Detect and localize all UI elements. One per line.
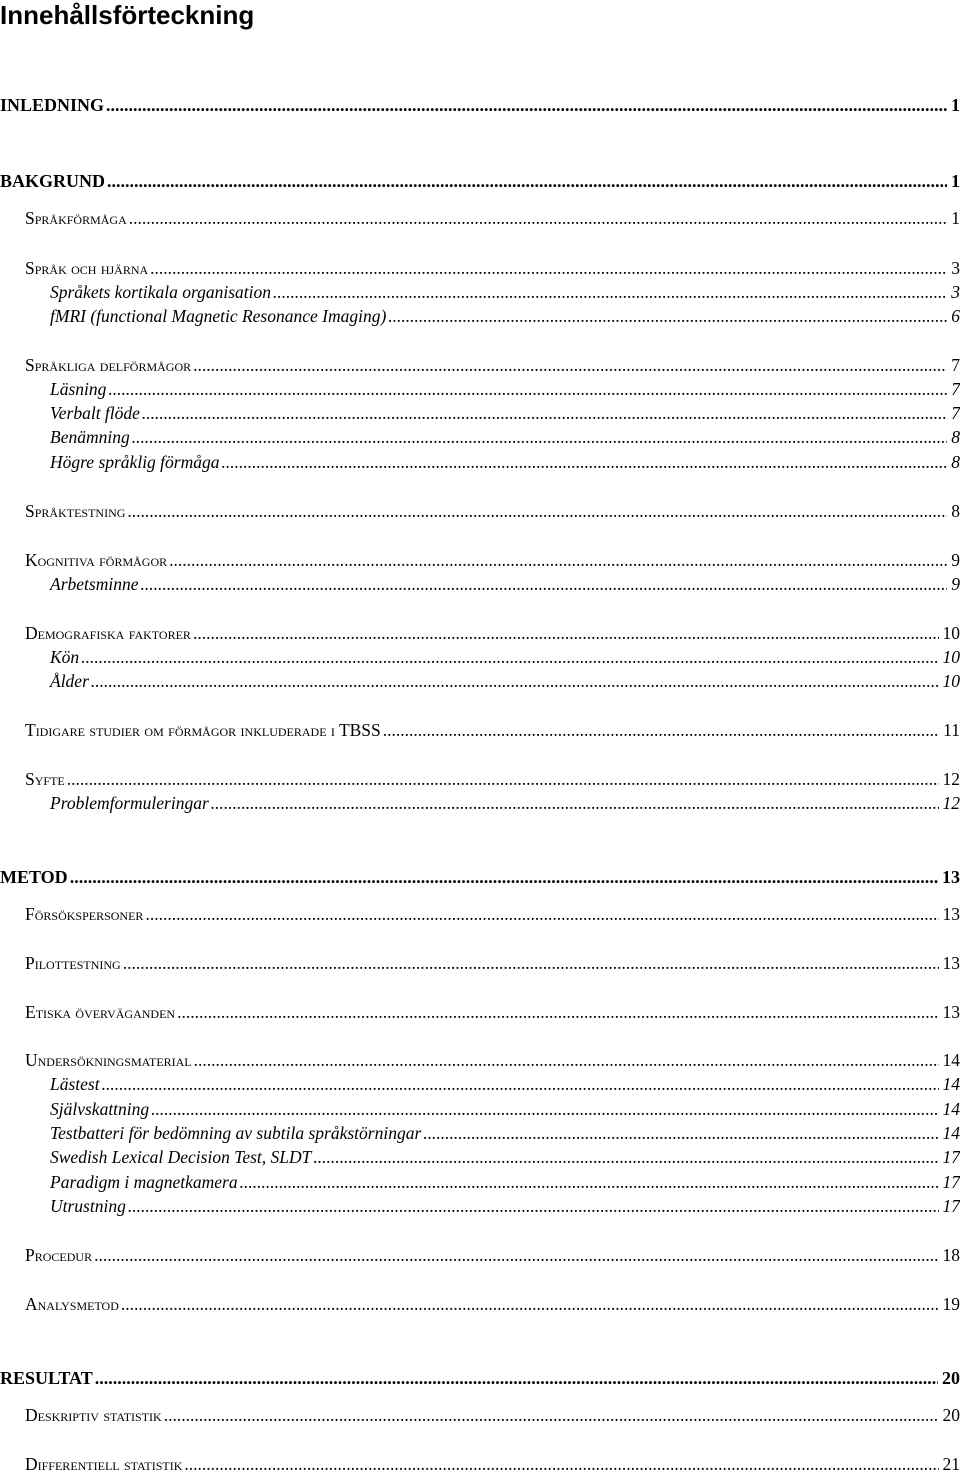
toc-leader-dots xyxy=(145,902,938,926)
toc-entry[interactable] xyxy=(0,1452,960,1476)
toc-leader-dots xyxy=(94,1243,938,1267)
toc-entry-label: Språkförmåga xyxy=(25,206,129,230)
toc-leader-dots xyxy=(169,548,947,572)
toc-page-number: 13 xyxy=(939,951,960,975)
toc-entry[interactable] xyxy=(0,169,960,193)
toc-entry-label: Procedur xyxy=(25,1243,94,1267)
toc-entry[interactable] xyxy=(0,206,960,230)
toc-entry-label: Deskriptiv statistik xyxy=(25,1403,164,1427)
toc-page-number: 14 xyxy=(939,1048,960,1072)
toc-entry-label: Läsning xyxy=(50,377,108,401)
toc-page-number: 10 xyxy=(939,669,960,693)
toc-page-number: 17 xyxy=(939,1145,960,1169)
toc-leader-dots xyxy=(67,767,939,791)
toc-entry[interactable] xyxy=(0,1292,960,1316)
toc-leader-dots xyxy=(107,169,947,193)
toc-leader-dots xyxy=(123,951,939,975)
toc-entry-label: INLEDNING xyxy=(0,93,106,117)
toc-page-number: 14 xyxy=(939,1121,960,1145)
toc-entry-label: Språktestning xyxy=(25,499,127,523)
toc-page-number: 13 xyxy=(938,865,960,889)
toc-page-number: 12 xyxy=(939,791,960,815)
toc-leader-dots xyxy=(132,425,948,449)
toc-page-number: 14 xyxy=(939,1097,960,1121)
toc-entry[interactable] xyxy=(0,572,960,596)
toc-entry-label: Kognitiva förmågor xyxy=(25,548,169,572)
toc-entry-label: Försökspersoner xyxy=(25,902,145,926)
toc-entry-label: Tidigare studier om förmågor inkluderade i TBSS xyxy=(25,718,383,742)
toc-page-number: 10 xyxy=(939,645,960,669)
toc-entry[interactable] xyxy=(0,1121,960,1145)
toc-page-number: 12 xyxy=(939,767,960,791)
toc-entry[interactable] xyxy=(0,865,960,889)
toc-entry-label: Swedish Lexical Decision Test, SLDT xyxy=(50,1145,313,1169)
toc-entry[interactable] xyxy=(0,902,960,926)
toc-page-number: 13 xyxy=(939,902,960,926)
toc-entry[interactable] xyxy=(0,280,960,304)
toc-entry-label: Verbalt flöde xyxy=(50,401,142,425)
toc-leader-dots xyxy=(383,718,939,742)
toc-leader-dots xyxy=(423,1121,938,1145)
toc-leader-dots xyxy=(150,256,947,280)
toc-leader-dots xyxy=(388,304,947,328)
toc-leader-dots xyxy=(106,93,947,117)
toc-entry[interactable] xyxy=(0,718,960,742)
toc-entry-label: Demografiska faktorer xyxy=(25,621,193,645)
toc-leader-dots xyxy=(164,1403,939,1427)
toc-entry[interactable] xyxy=(0,1366,960,1390)
toc-entry[interactable] xyxy=(0,1097,960,1121)
toc-leader-dots xyxy=(127,499,947,523)
toc-entry-label: Arbetsminne xyxy=(50,572,140,596)
toc-entry[interactable] xyxy=(0,499,960,523)
toc-leader-dots xyxy=(273,280,947,304)
toc-page-number: 8 xyxy=(947,425,960,449)
toc-entry-label: BAKGRUND xyxy=(0,169,107,193)
toc-entry-label: Etiska överväganden xyxy=(25,1000,177,1024)
toc-page-number: 21 xyxy=(939,1452,960,1476)
toc-leader-dots xyxy=(177,1000,938,1024)
toc-page-number: 11 xyxy=(939,718,960,742)
toc-leader-dots xyxy=(108,377,947,401)
toc-page-number: 3 xyxy=(947,280,960,304)
toc-leader-dots xyxy=(140,572,947,596)
toc-entry-label: Språk och hjärna xyxy=(25,256,150,280)
toc-entry-label: Analysmetod xyxy=(25,1292,121,1316)
toc-entry[interactable] xyxy=(0,1243,960,1267)
toc-page-number: 6 xyxy=(947,304,960,328)
toc-entry[interactable] xyxy=(0,425,960,449)
toc-entry[interactable] xyxy=(0,353,960,377)
toc-leader-dots xyxy=(240,1170,939,1194)
toc-page-number: 10 xyxy=(939,621,960,645)
toc-page-number: 3 xyxy=(947,256,960,280)
toc-entry[interactable] xyxy=(0,791,960,815)
toc-page-number: 8 xyxy=(947,499,960,523)
toc-entry-label: Självskattning xyxy=(50,1097,151,1121)
toc-entry-label: Utrustning xyxy=(50,1194,128,1218)
toc-entry[interactable] xyxy=(0,1000,960,1024)
toc-page-number: 7 xyxy=(947,377,960,401)
toc-entry[interactable] xyxy=(0,669,960,693)
toc-page-number: 9 xyxy=(947,548,960,572)
toc-entry[interactable] xyxy=(0,377,960,401)
toc-entry[interactable] xyxy=(0,450,960,474)
toc-entry[interactable] xyxy=(0,1403,960,1427)
toc-entry[interactable] xyxy=(0,1072,960,1096)
toc-leader-dots xyxy=(70,865,938,889)
toc-entry[interactable] xyxy=(0,401,960,425)
toc-page-number: 19 xyxy=(939,1292,960,1316)
toc-entry-label: Högre språklig förmåga xyxy=(50,450,222,474)
page-title: Innehållsförteckning xyxy=(0,0,254,30)
toc-entry[interactable] xyxy=(0,1048,960,1072)
toc-entry-label: Ålder xyxy=(50,669,91,693)
toc-leader-dots xyxy=(184,1452,938,1476)
toc-entry[interactable] xyxy=(0,1145,960,1169)
toc-entry-label: fMRI (functional Magnetic Resonance Imaging) xyxy=(50,304,388,328)
toc-entry[interactable] xyxy=(0,93,960,117)
toc-leader-dots xyxy=(193,353,947,377)
toc-page-number: 9 xyxy=(947,572,960,596)
toc-entry-label: Språkets kortikala organisation xyxy=(50,280,273,304)
toc-entry-label: Problemformuleringar xyxy=(50,791,211,815)
toc-entry-label: Undersökningsmaterial xyxy=(25,1048,194,1072)
toc-entry[interactable] xyxy=(0,1194,960,1218)
toc-entry-label: Pilottestning xyxy=(25,951,123,975)
toc-leader-dots xyxy=(194,1048,939,1072)
toc-leader-dots xyxy=(81,645,938,669)
toc-entry-label: RESULTAT xyxy=(0,1366,95,1390)
toc-page-number: 13 xyxy=(939,1000,960,1024)
toc-entry[interactable] xyxy=(0,548,960,572)
toc-leader-dots xyxy=(313,1145,938,1169)
toc-entry[interactable] xyxy=(0,304,960,328)
toc-page-number: 1 xyxy=(947,169,960,193)
toc-page-number: 17 xyxy=(939,1194,960,1218)
toc-leader-dots xyxy=(91,669,939,693)
toc-leader-dots xyxy=(129,206,947,230)
toc-page-number: 18 xyxy=(939,1243,960,1267)
toc-page-number: 20 xyxy=(938,1366,960,1390)
toc-leader-dots xyxy=(193,621,939,645)
toc-leader-dots xyxy=(95,1366,938,1390)
toc-entry[interactable] xyxy=(0,621,960,645)
toc-page-number: 14 xyxy=(939,1072,960,1096)
toc-leader-dots xyxy=(121,1292,939,1316)
toc-leader-dots xyxy=(222,450,948,474)
toc-page-number: 20 xyxy=(939,1403,960,1427)
toc-entry[interactable] xyxy=(0,256,960,280)
toc-entry[interactable] xyxy=(0,645,960,669)
toc-entry-label: Testbatteri för bedömning av subtila språkstörningar xyxy=(50,1121,423,1145)
toc-entry-label: Syfte xyxy=(25,767,67,791)
toc-leader-dots xyxy=(128,1194,939,1218)
toc-entry-label: Språkliga delförmågor xyxy=(25,353,193,377)
toc-entry-label: Lästest xyxy=(50,1072,102,1096)
toc-entry[interactable] xyxy=(0,1170,960,1194)
toc-entry[interactable] xyxy=(0,767,960,791)
toc-entry-label: Differentiell statistik xyxy=(25,1452,184,1476)
toc-page-number: 8 xyxy=(947,450,960,474)
toc-leader-dots xyxy=(102,1072,939,1096)
toc-page-number: 7 xyxy=(947,401,960,425)
toc-page-number: 1 xyxy=(947,93,960,117)
toc-entry-label: Kön xyxy=(50,645,81,669)
toc-entry[interactable] xyxy=(0,951,960,975)
toc-leader-dots xyxy=(142,401,947,425)
toc-entry-label: Paradigm i magnetkamera xyxy=(50,1170,240,1194)
toc-page-number: 1 xyxy=(947,206,960,230)
toc-page-number: 7 xyxy=(947,353,960,377)
toc-page-number: 17 xyxy=(939,1170,960,1194)
toc-entry-label: METOD xyxy=(0,865,70,889)
toc-leader-dots xyxy=(211,791,939,815)
toc-leader-dots xyxy=(151,1097,938,1121)
toc-entry-label: Benämning xyxy=(50,425,132,449)
